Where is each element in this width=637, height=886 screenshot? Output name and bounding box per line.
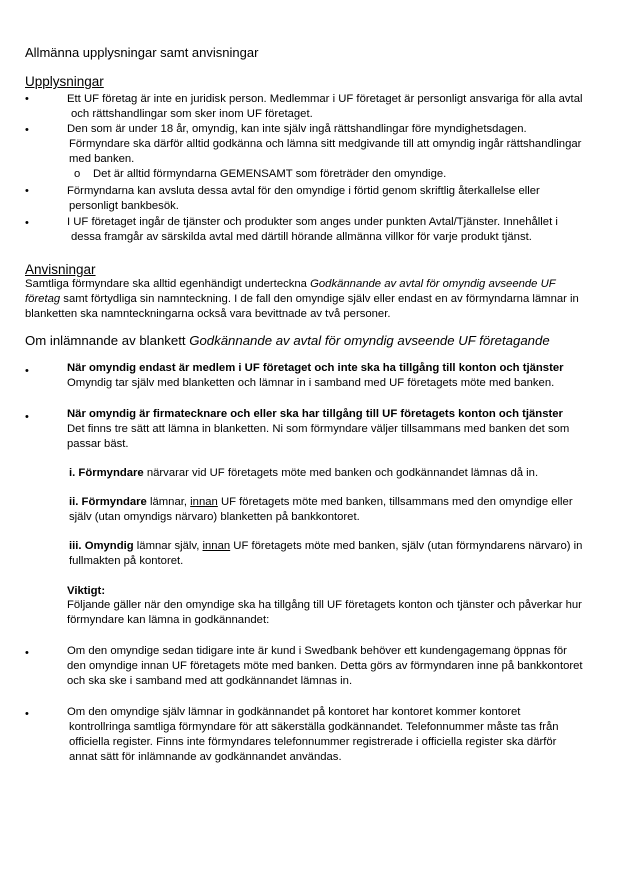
upplysning-1-line1: Ett UF företag är inte en juridisk person. Medlemmar i UF företaget är personligt ansvariga för alla avtal [67, 93, 583, 105]
bullet-icon: • [25, 411, 29, 423]
detail-1-line2: den omyndige innan UF företagets möte med banken. Detta görs av förmyndaren inne på bankkontoret [67, 660, 583, 672]
upplysning-2-line1: Den som är under 18 år, omyndig, kan inte själv ingå rättshandlingar före myndighetsdagen. [67, 123, 527, 135]
upplysning-4-line2: dessa framgår av särskilda avtal med därtill hörande allmänna villkor för varje produkt tjänst. [71, 231, 532, 243]
detail-1-line3: och ska ske i samband med att godkännandet lämnas in. [67, 675, 353, 687]
upplysning-1-line2: och rättshandlingar som sker inom UF företaget. [71, 108, 313, 120]
bullet-icon: • [25, 185, 29, 197]
anvisningar-line3: blanketten ska namnteckningarna också vara bevittnade av två personer. [25, 308, 391, 320]
anvisningar-heading: Anvisningar [25, 262, 96, 277]
option-3-line1: iii. Omyndig lämnar själv, innan UF företagets möte med banken, själv (utan förmyndarens närvaro) in [69, 540, 583, 552]
detail-1-line1: Om den omyndige sedan tidigare inte är kund i Swedbank behöver ett kundengagemang öppnas för [67, 645, 567, 657]
anvisningar-line2: företag samt förtydliga sin namnteckning. I de fall den omyndige själv eller endast en av förmyndarna lämnar in [25, 293, 579, 305]
option-2-line2: själv (utan omyndigs närvaro) blanketten på bankkontoret. [69, 511, 360, 523]
page-title: Allmänna upplysningar samt anvisningar [25, 45, 259, 60]
bullet-icon: • [25, 365, 29, 377]
anvisningar-line1: Samtliga förmyndare ska alltid egenhändigt underteckna Godkännande av avtal för omyndig avseende UF [25, 278, 556, 290]
upplysning-3-line1: Förmyndarna kan avsluta dessa avtal för den omyndige i förtid genom skriftlig återkallelse eller [67, 185, 540, 197]
case-2-text-line2: passar bäst. [67, 438, 129, 450]
bullet-icon: • [25, 708, 29, 720]
sub-bullet-icon: o [74, 168, 81, 180]
case-1-text: Omyndig tar själv med blanketten och lämnar in i samband med UF företagets möte med banken. [67, 377, 555, 389]
option-1: i. Förmyndare närvarar vid UF företagets möte med banken och godkännandet lämnas då in. [69, 467, 539, 479]
viktigt-line2: förmyndare kan lämna in godkännandet: [67, 614, 270, 626]
detail-2-line3: officiella register. Finns inte förmyndares telefonnummer registrerade i officiella register ska därför [69, 736, 557, 748]
upplysning-2-line2: Förmyndare ska därför alltid godkänna och lämna sitt medgivande till att omyndig ingår rättshandlingar [69, 138, 582, 150]
viktigt-line1: Följande gäller när den omyndige ska ha tillgång till UF företagets konton och tjänster och påverkar hur [67, 599, 582, 611]
case-2-heading: När omyndig är firmatecknare och eller ska har tillgång till UF företagets konton och tjänster [67, 408, 563, 420]
case-1-heading: När omyndig endast är medlem i UF företaget och inte ska ha tillgång till konton och tjänster [67, 362, 564, 374]
upplysningar-heading: Upplysningar [25, 74, 104, 89]
inlamnande-heading: Om inlämnande av blankett Godkännande av avtal för omyndig avseende UF företagande [25, 333, 550, 348]
bullet-icon: • [25, 93, 29, 105]
bullet-icon: • [25, 124, 29, 136]
detail-2-line2: kontrollringa samtliga förmyndare för att säkerställa godkännandet. Telefonnummer måste tas från [69, 721, 559, 733]
case-2-text-line1: Det finns tre sätt att lämna in blanketten. Ni som förmyndare väljer tillsammans med banken det som [67, 423, 570, 435]
option-2-line1: ii. Förmyndare lämnar, innan UF företagets möte med banken, tillsammans med den omyndige eller [69, 496, 573, 508]
upplysning-2-sub: Det är alltid förmyndarna GEMENSAMT som företräder den omyndige. [93, 168, 447, 180]
detail-2-line4: annat sätt för inlämnande av godkännandet användas. [69, 751, 342, 763]
upplysning-3-line2: personligt bankbesök. [69, 200, 179, 212]
option-3-line2: fullmakten på kontoret. [69, 555, 184, 567]
bullet-icon: • [25, 217, 29, 229]
viktigt-heading: Viktigt: [67, 585, 106, 597]
detail-2-line1: Om den omyndige själv lämnar in godkännandet på kontoret har kontoret kommer kontoret [67, 706, 521, 718]
bullet-icon: • [25, 647, 29, 659]
upplysning-2-line3: med banken. [69, 153, 135, 165]
upplysning-4-line1: I UF företaget ingår de tjänster och produkter som anges under punkten Avtal/Tjänster. Innehållet i [67, 216, 558, 228]
